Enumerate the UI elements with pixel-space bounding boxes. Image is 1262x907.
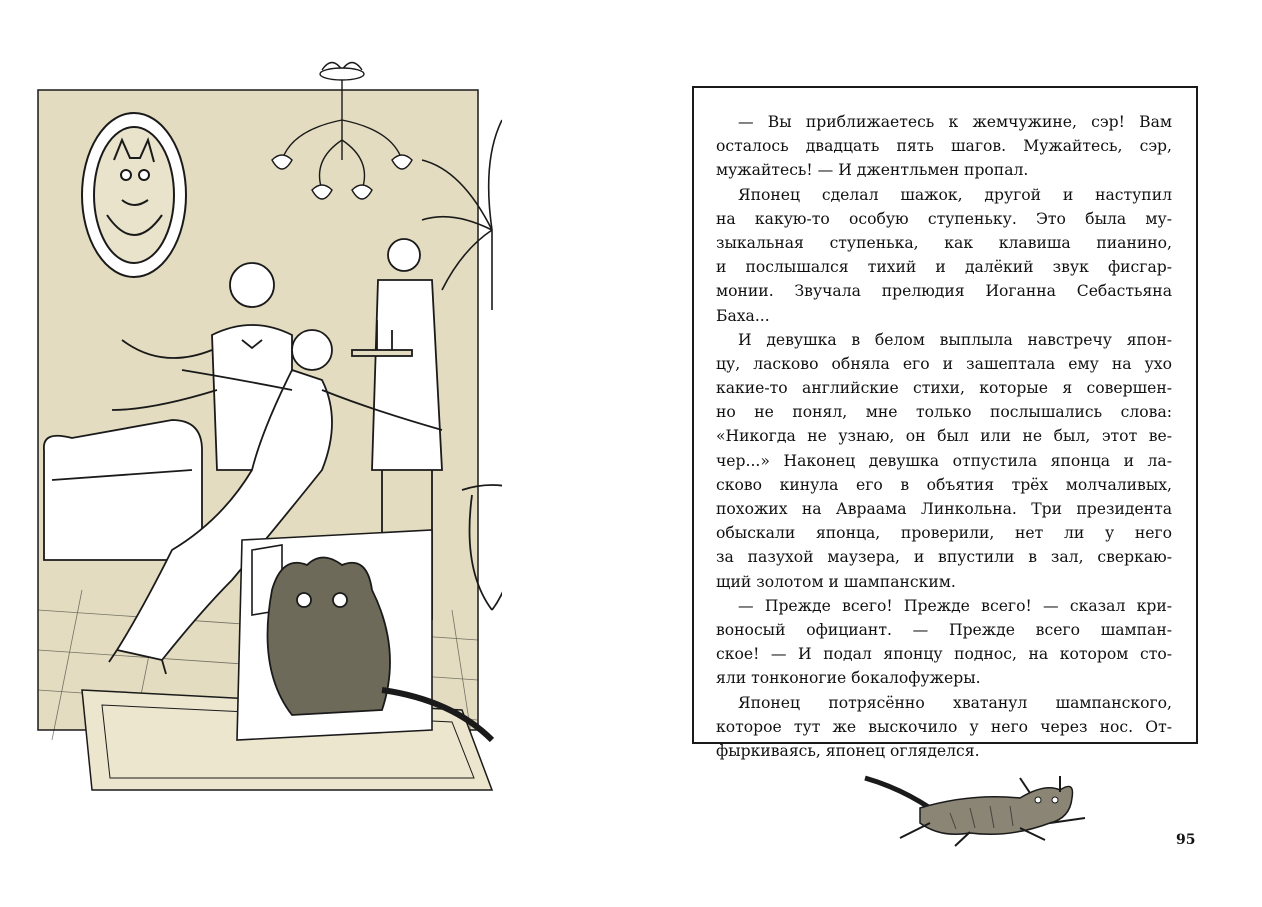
text-line: и послышался тихий и далёкий звук фисгар- [716, 258, 1172, 277]
ballroom-illustration [22, 50, 502, 810]
text-line: — Прежде всего! Прежде всего! — сказал кри- [738, 596, 1172, 615]
text-line: Японец сделал шажок, другой и наступил [738, 185, 1172, 204]
text-line: зыкальная ступенька, как клавиша пианино, [716, 233, 1172, 252]
text-line: И девушка в белом выплыла навстречу япон- [738, 330, 1172, 349]
text-line: монии. Звучала прелюдия Иоганна Себастьяна [716, 282, 1172, 301]
text-line: ское! — И подал японцу поднос, на котором сто- [716, 645, 1172, 664]
text-line: сково кинула его в объятия трёх молчаливых, [716, 475, 1172, 494]
text-line: на какую-то особую ступеньку. Это была му- [716, 209, 1172, 228]
page-number: 95 [1176, 832, 1196, 848]
text-line: щий золотом и шампанским. [716, 572, 956, 591]
text-line: цу, ласково обняла его и зашептала ему на ухо [716, 354, 1172, 373]
text-line: фыркиваясь, японец огляделся. [716, 741, 980, 760]
text-line: Баха... [716, 306, 770, 325]
text-line: какие-то английские стихи, которые я совершен- [716, 379, 1172, 398]
text-line: но не понял, мне только послышались слова: [716, 403, 1172, 422]
text-line: которое тут же выскочило у него через нос. От- [716, 717, 1172, 736]
text-line: чер...» Наконец девушка отпустила японца и ла- [716, 451, 1172, 470]
running-cat-icon [860, 768, 1090, 848]
text-line: осталось двадцать пять шагов. Мужайтесь, сэр, [716, 137, 1172, 156]
text-line: мужайтесь! — И джентльмен пропал. [716, 161, 1029, 180]
text-line: «Никогда не узнаю, он был или не был, этот ве- [716, 427, 1172, 446]
text-line: похожих на Авраама Линкольна. Три президента [716, 500, 1172, 518]
text-line: за пазухой маузера, и впустили в зал, сверкаю- [716, 548, 1172, 567]
text-line: обыскали японца, проверили, нет ли у него [716, 524, 1172, 543]
text-line: воносый официант. — Прежде всего шампан- [716, 620, 1172, 639]
text-line: яли тонконогие бокалофужеры. [716, 669, 981, 688]
text-line: Японец потрясённо хватанул шампанского, [738, 693, 1172, 712]
text-frame [692, 86, 1198, 760]
text-line: — Вы приближаетесь к жемчужине, сэр! Вам [738, 113, 1172, 131]
text-column [716, 110, 1172, 763]
